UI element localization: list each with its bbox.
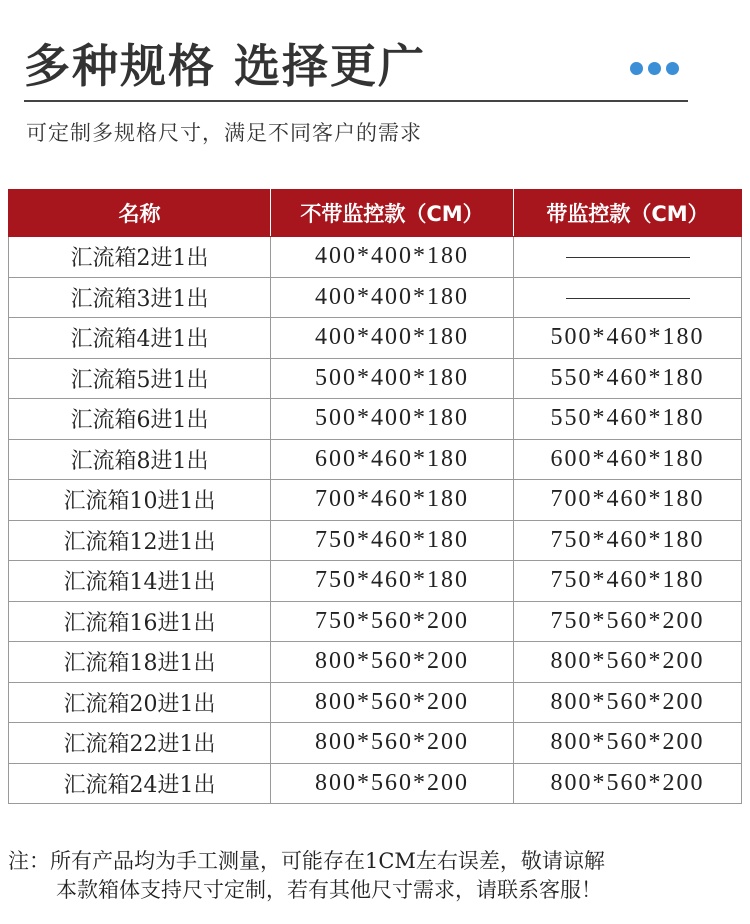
- cell-with-monitor: 750*460*180: [514, 561, 742, 602]
- cell-with-monitor: 750*460*180: [514, 520, 742, 561]
- table-row: [9, 682, 742, 723]
- cell-without-monitor: 400*400*180: [271, 277, 514, 318]
- cell-name: 汇流箱22进1出: [9, 723, 271, 764]
- cell-without-monitor: 600*460*180: [271, 439, 514, 480]
- more-dots-icon: [630, 62, 679, 75]
- cell-without-monitor: 500*400*180: [271, 399, 514, 440]
- cell-with-monitor: 500*460*180: [514, 318, 742, 359]
- cell-with-monitor: [514, 277, 742, 318]
- title-divider: [24, 100, 688, 102]
- cell-name: 汇流箱20进1出: [9, 682, 271, 723]
- table-row: [9, 520, 742, 561]
- table-header-row: [9, 190, 742, 237]
- table-row: [9, 237, 742, 278]
- table-row: [9, 318, 742, 359]
- cell-name: 汇流箱16进1出: [9, 601, 271, 642]
- cell-without-monitor: 800*560*200: [271, 642, 514, 683]
- table-row: [9, 601, 742, 642]
- cell-with-monitor: 800*560*200: [514, 682, 742, 723]
- cell-name: 汇流箱3进1出: [9, 277, 271, 318]
- cell-without-monitor: 400*400*180: [271, 318, 514, 359]
- table-row: [9, 439, 742, 480]
- table-row: [9, 277, 742, 318]
- cell-without-monitor: 750*460*180: [271, 561, 514, 602]
- cell-without-monitor: 800*560*200: [271, 763, 514, 804]
- dot-icon: [648, 62, 661, 75]
- note-line-1: 注：所有产品均为手工测量，可能存在1CM左右误差，敬请谅解: [8, 849, 605, 873]
- cell-without-monitor: 750*560*200: [271, 601, 514, 642]
- cell-without-monitor: 700*460*180: [271, 480, 514, 521]
- cell-without-monitor: 400*400*180: [271, 237, 514, 278]
- cell-with-monitor: 600*460*180: [514, 439, 742, 480]
- cell-without-monitor: 500*400*180: [271, 358, 514, 399]
- cell-name: 汇流箱18进1出: [9, 642, 271, 683]
- dot-icon: [630, 62, 643, 75]
- cell-name: 汇流箱5进1出: [9, 358, 271, 399]
- column-header-name: 名称: [9, 190, 271, 237]
- cell-name: 汇流箱2进1出: [9, 237, 271, 278]
- cell-with-monitor: 750*560*200: [514, 601, 742, 642]
- cell-without-monitor: 800*560*200: [271, 723, 514, 764]
- cell-with-monitor: 800*560*200: [514, 642, 742, 683]
- column-header-with-monitor: 带监控款（CM）: [514, 190, 742, 237]
- cell-with-monitor: 800*560*200: [514, 723, 742, 764]
- table-row: [9, 642, 742, 683]
- cell-with-monitor: 550*460*180: [514, 358, 742, 399]
- dot-icon: [666, 62, 679, 75]
- table-row: [9, 723, 742, 764]
- cell-name: 汇流箱6进1出: [9, 399, 271, 440]
- cell-with-monitor: 800*560*200: [514, 763, 742, 804]
- cell-name: 汇流箱14进1出: [9, 561, 271, 602]
- table-row: [9, 480, 742, 521]
- cell-with-monitor: 550*460*180: [514, 399, 742, 440]
- cell-with-monitor: [514, 237, 742, 278]
- not-available-dash: [566, 298, 690, 299]
- cell-name: 汇流箱8进1出: [9, 439, 271, 480]
- note-line-2: 本款箱体支持尺寸定制，若有其他尺寸需求，请联系客服！: [56, 878, 602, 902]
- page-subtitle: 可定制多规格尺寸，满足不同客户的需求: [26, 121, 422, 145]
- cell-without-monitor: 800*560*200: [271, 682, 514, 723]
- page-title: 多种规格 选择更广: [24, 39, 427, 93]
- cell-without-monitor: 750*460*180: [271, 520, 514, 561]
- cell-name: 汇流箱24进1出: [9, 763, 271, 804]
- table-row: [9, 561, 742, 602]
- cell-name: 汇流箱12进1出: [9, 520, 271, 561]
- table-row: [9, 358, 742, 399]
- not-available-dash: [566, 257, 690, 258]
- table-row: [9, 763, 742, 804]
- cell-name: 汇流箱10进1出: [9, 480, 271, 521]
- table-row: [9, 399, 742, 440]
- spec-table: [8, 189, 742, 804]
- cell-with-monitor: 700*460*180: [514, 480, 742, 521]
- column-header-without-monitor: 不带监控款（CM）: [271, 190, 514, 237]
- cell-name: 汇流箱4进1出: [9, 318, 271, 359]
